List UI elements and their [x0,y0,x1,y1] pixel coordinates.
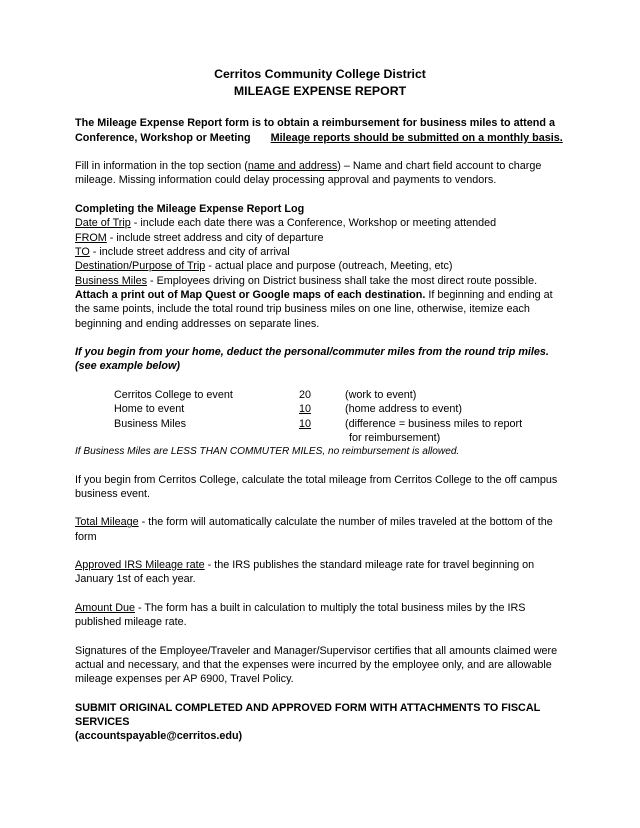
log-def-to: - include street address and city of arrival [89,245,290,258]
term-amount-due-def: - The form has a built in calculation to multiply the total business miles by the IRS published mileage rate. [75,601,526,629]
mileage-example-table [75,388,565,445]
example-label: Business Miles [114,417,187,430]
term-total-mileage-label: Total Mileage [75,516,139,529]
example-label-empty [114,431,299,445]
log-item-business-miles [75,274,565,331]
document-title-line2: MILEAGE EXPENSE REPORT [233,84,407,99]
example-row-home-to-event [75,402,565,416]
log-item-destination [75,259,565,273]
intro-bold-text: The Mileage Expense Report form is to obtain a reimbursement for business miles to attend a Conference, Workshop or Meeting [75,117,555,144]
term-irs-rate-label: Approved IRS Mileage rate [75,559,205,572]
log-attach-maps-bold: Attach a print out of Map Quest or Google maps of each destination. [75,289,426,301]
log-item-to [75,245,565,259]
intro-paragraph [75,116,565,145]
log-def-business-miles-cont: If beginning and ending at the same points, include the total round trip business miles on one line, otherwise, itemize each beginning and ending addresses on separate lines. [75,289,553,330]
term-amount-due-label: Amount Due [75,601,136,614]
home-deduction-note-line2: (see example below) [75,360,181,373]
example-miles-empty [299,431,345,445]
submit-instructions-line1: SUBMIT ORIGINAL COMPLETED AND APPROVED FORM WITH ATTACHMENTS TO FISCAL SERVICES [75,701,541,728]
example-row-business-miles [75,417,565,431]
example-label: Home to event [114,403,185,416]
college-start-paragraph: If you begin from Cerritos College, calculate the total mileage from Cerritos College to the off campus business event. [75,473,558,501]
example-row-continuation [75,431,565,445]
fillin-paragraph [75,159,565,188]
home-deduction-note-line1: If you begin from your home, deduct the personal/commuter miles from the round trip miles. [75,346,549,359]
intro-monthly-basis-note: Mileage reports should be submitted on a monthly basis. [270,131,563,144]
example-desc: (work to event) [345,388,417,401]
log-def-date-of-trip: - include each date there was a Conference, Workshop or meeting attended [130,217,497,230]
log-item-from [75,231,565,245]
home-deduction-note [75,345,565,374]
term-irs-rate-def: - the IRS publishes the standard mileage rate for travel beginning on January 1st of each year. [75,559,535,586]
submit-instructions [75,701,565,744]
term-total-mileage-def: - the form will automatically calculate the number of miles traveled at the bottom of the form [75,516,553,543]
fillin-post-text: ) – Name and chart field account to charge mileage. Missing information could delay processing approval and payments to vendors. [75,160,542,187]
document-header [75,66,565,100]
example-miles: 20 [299,388,312,401]
example-desc: (home address to event) [345,403,463,416]
log-term-from: FROM [75,231,107,244]
example-miles: 10 [299,417,312,430]
document-title-line1: Cerritos Community College District [214,67,426,81]
log-def-from: - include street address and city of departure [106,231,324,244]
log-section-heading: Completing the Mileage Expense Report Log [75,202,305,215]
log-def-destination: - actual place and purpose (outreach, Meeting, etc) [205,260,453,273]
submit-email: (accountspayable@cerritos.edu) [75,730,243,743]
example-desc-continuation: for reimbursement) [349,431,441,444]
signatures-paragraph: Signatures of the Employee/Traveler and Manager/Supervisor certifies that all amounts claimed were actual and necessary, and that the expenses were incurred by the employee only, and are allowable mileage expenses per AP 6900, Travel Policy. [75,644,558,686]
fillin-name-address-underline: name and address [247,160,338,173]
log-term-to: TO [75,245,90,258]
log-item-date-of-trip [75,216,565,230]
fillin-pre-text: Fill in information in the top section ( [75,160,248,173]
term-amount-due [75,601,565,630]
log-term-business-miles: Business Miles [75,274,148,287]
log-term-destination: Destination/Purpose of Trip [75,260,206,273]
example-label: Cerritos College to event [114,388,233,401]
example-row-work-to-event [75,388,565,402]
log-definitions-section [75,202,565,331]
term-irs-rate [75,558,565,587]
example-miles: 10 [299,403,312,416]
log-term-date-of-trip: Date of Trip [75,217,131,230]
no-reimbursement-note: If Business Miles are LESS THAN COMMUTER MILES, no reimbursement is allowed. [75,446,460,458]
log-def-business-miles: - Employees driving on District business shall take the most direct route possible. [147,274,538,287]
term-total-mileage [75,515,565,544]
example-desc: (difference = business miles to report [345,417,523,430]
